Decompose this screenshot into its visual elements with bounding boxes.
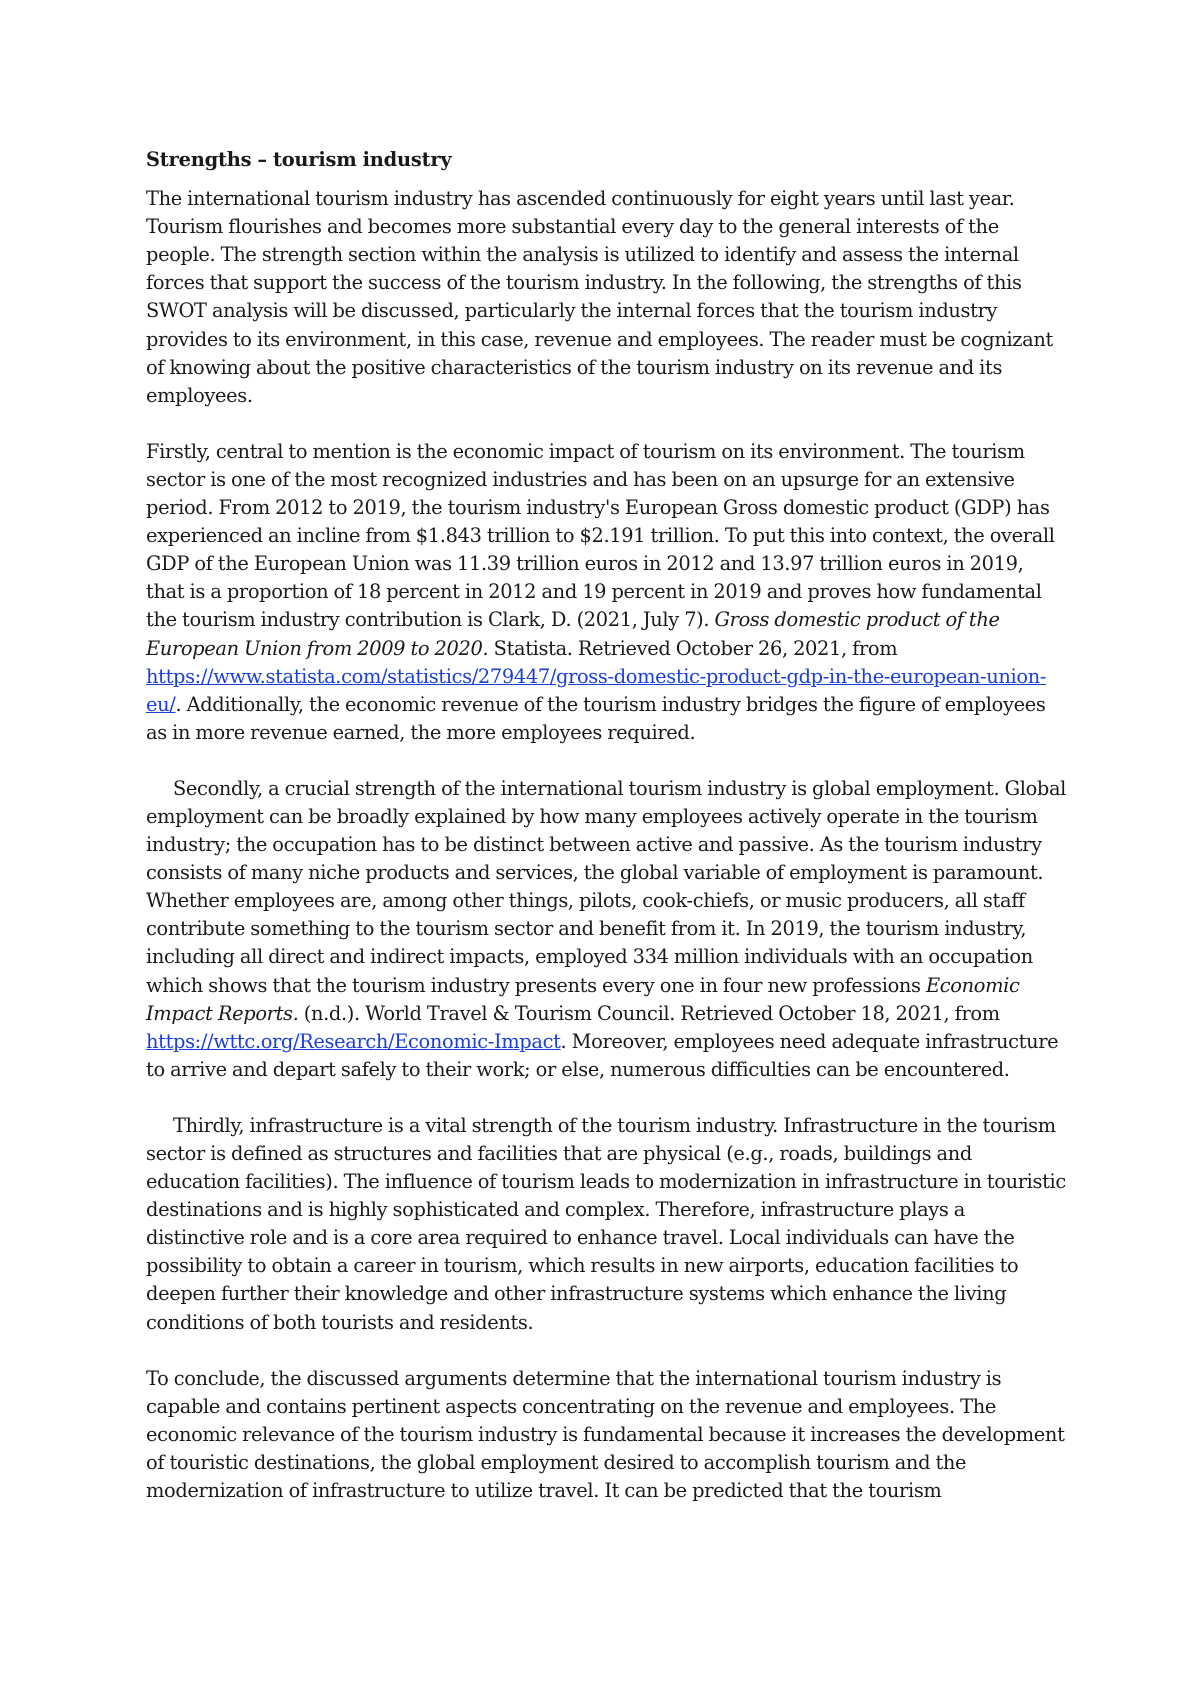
- section-heading: Strengths – tourism industry: [146, 148, 452, 171]
- paragraph-text: Statista. Retrieved October 26, 2021, from: [488, 636, 898, 660]
- paragraph-infrastructure: Thirdly, infrastructure is a vital strength of the tourism industry. Infrastructure in the tourism sector is defined as structures and facilities that are physical (e.g., roads, buildings and education facilities). The influence of tourism leads to modernization in infrastructure in touristic destinations and is highly sophisticated and complex. Therefore, infrastructure plays a distinctive role and is a core area required to enhance travel. Local individuals can have the possibility to obtain a career in tourism, which results in new airports, education facilities to deepen further their knowledge and other infrastructure systems which enhance the living conditions of both tourists and residents.: [146, 1113, 1066, 1334]
- citation-title: Economic Impact Reports.: [146, 973, 1020, 1025]
- paragraph-text: . Additionally, the economic revenue of the tourism industry bridges the figure of employees as in more revenue earned, the more employees required.: [146, 692, 1046, 744]
- paragraph-intro: The international tourism industry has ascended continuously for eight years until last year. Tourism flourishes and becomes more substantial every day to the general interests of the people. The strength section within the analysis is utilized to identify and assess the internal forces that support the success of the tourism industry. In the following, the strengths of this SWOT analysis will be discussed, particularly the internal forces that the tourism industry provides to its environment, in this case, revenue and employees. The reader must be cognizant of knowing about the positive characteristics of the tourism industry on its revenue and its employees.: [146, 187, 1053, 407]
- wttc-link[interactable]: https://wttc.org/Research/Economic-Impact: [146, 1029, 561, 1053]
- paragraph-economic-impact: [146, 438, 1066, 747]
- paragraph-employment: [146, 775, 1066, 1084]
- paragraph-text: Secondly, a crucial strength of the international tourism industry is global employment. Global employment can be broadly explained by how many employees actively operate in the tourism industry; the occupation has to be distinct between active and passive. As the tourism industry consists of many niche products and services, the global variable of employment is paramount. Whether employees are, among other things, pilots, cook-chiefs, or music producers, all staff contribute something to the tourism sector and benefit from it. In 2019, the tourism industry, including all direct and indirect impacts, employed 334 million individuals with an occupation which shows that the tourism industry presents every one in four new professions: [146, 776, 1067, 997]
- citation-title: Gross domestic product of the European Union from 2009 to 2020.: [146, 608, 1000, 660]
- statista-link[interactable]: https://www.statista.com/statistics/279447/gross-domestic-product-gdp-in-the-european-union-eu/: [146, 664, 1047, 716]
- document-body: [146, 146, 1066, 1533]
- paragraph-text: . Moreover, employees need adequate infrastructure to arrive and depart safely to their work; or else, numerous difficulties can be encountered.: [146, 1029, 1059, 1081]
- paragraph-text: Firstly, central to mention is the economic impact of tourism on its environment. The tourism sector is one of the most recognized industries and has been on an upsurge for an extensive period. From 2012 to 2019, the tourism industry's European Gross domestic product (GDP) has experienced an incline from $1.843 trillion to $2.191 trillion. To put this into context, the overall GDP of the European Union was 11.39 trillion euros in 2012 and 13.97 trillion euros in 2019, that is a proportion of 18 percent in 2012 and 19 percent in 2019 and proves how fundamental the tourism industry contribution is Clark, D. (2021, July 7).: [146, 439, 1055, 632]
- paragraph-conclusion: To conclude, the discussed arguments determine that the international tourism industry is capable and contains pertinent aspects concentrating on the revenue and employees. The economic relevance of the tourism industry is fundamental because it increases the development of touristic destinations, the global employment desired to accomplish tourism and the modernization of infrastructure to utilize travel. It can be predicted that the tourism: [146, 1366, 1065, 1503]
- paragraph-text: (n.d.). World Travel & Tourism Council. Retrieved October 18, 2021, from: [298, 1001, 1000, 1025]
